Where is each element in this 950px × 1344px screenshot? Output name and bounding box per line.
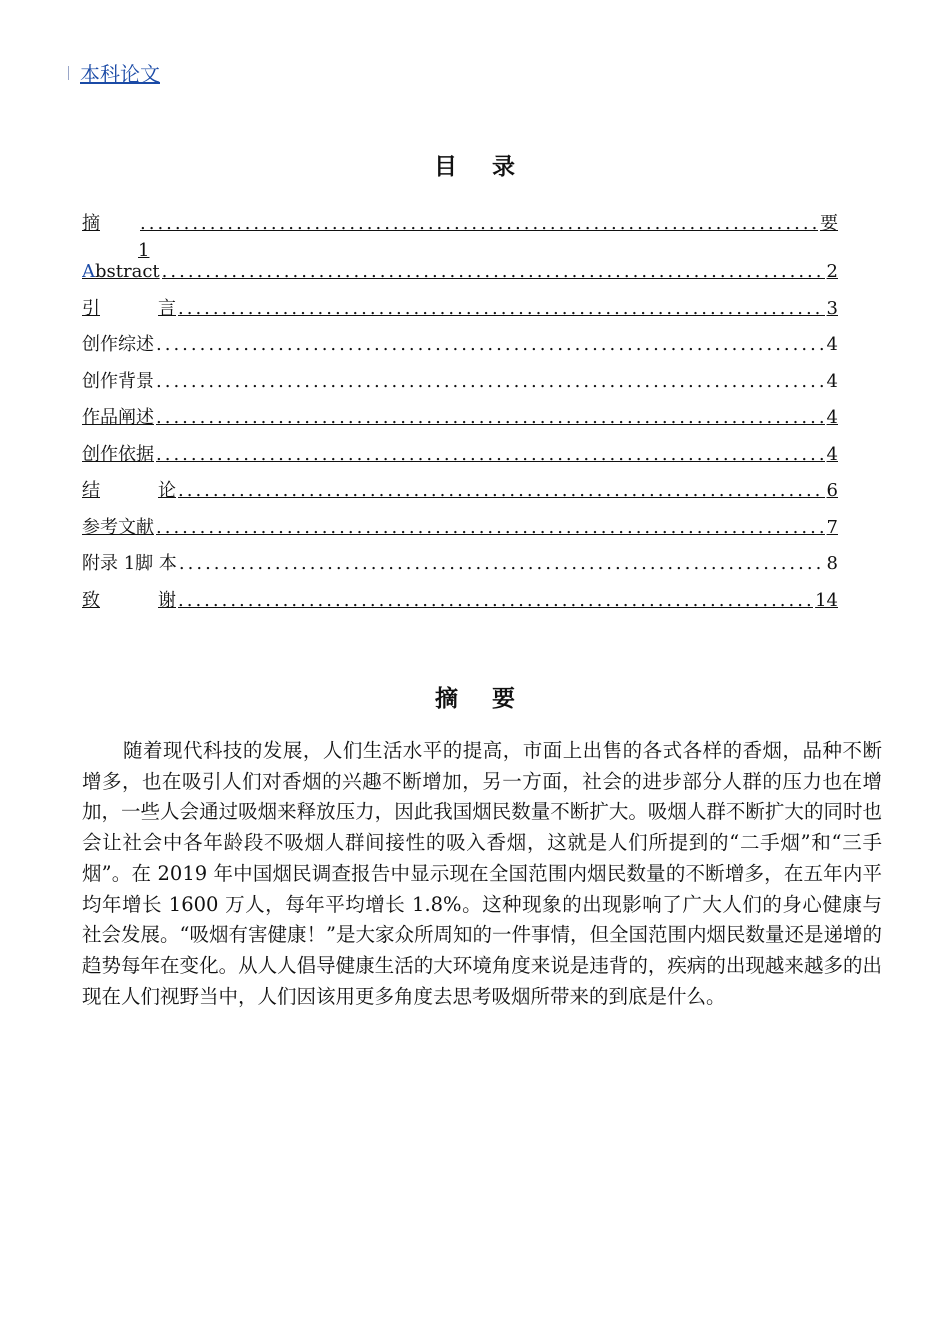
summary-title bbox=[0, 680, 950, 713]
toc-entry-page: 14 bbox=[815, 589, 838, 611]
summary-title-char: 要 bbox=[492, 686, 515, 712]
header-link[interactable]: 本科论文 bbox=[80, 62, 160, 86]
toc-leader-dots bbox=[178, 589, 813, 613]
toc-title-char: 录 bbox=[492, 154, 516, 180]
toc-entry-label: 摘 bbox=[82, 213, 100, 234]
toc-entry-label: 致 谢 bbox=[82, 589, 176, 611]
toc-entry-background[interactable] bbox=[82, 370, 838, 407]
toc-entry-page: 4 bbox=[826, 370, 838, 392]
toc-entry-page: 3 bbox=[826, 297, 838, 319]
toc-entry-label: 创作背景 bbox=[82, 370, 154, 392]
toc-entry-page: 4 bbox=[826, 334, 838, 355]
summary-title-char: 摘 bbox=[435, 686, 458, 712]
toc-entry-label: 作品阐述 bbox=[82, 407, 154, 428]
toc-entry-label: 创作依据 bbox=[82, 443, 154, 465]
toc-entry-abstract[interactable] bbox=[82, 260, 838, 297]
toc-entry-label: 附录 1脚 本 bbox=[82, 553, 177, 574]
toc-title-char: 目 bbox=[434, 154, 458, 180]
toc-entry-page: 1 bbox=[138, 240, 150, 260]
toc-entry-page: 2 bbox=[826, 261, 838, 282]
toc-leader-dots bbox=[156, 370, 825, 394]
toc-entry-page: 7 bbox=[826, 516, 838, 538]
header-divider bbox=[68, 66, 69, 80]
toc-entry-label: 创作综述 bbox=[82, 334, 154, 355]
toc-leader-dots bbox=[156, 516, 825, 540]
toc-entry-page: 8 bbox=[826, 553, 838, 574]
toc-entry-label-end: 要 bbox=[820, 213, 838, 234]
toc-entry-label: 参考文献 bbox=[82, 516, 154, 538]
toc-entry-page: 4 bbox=[826, 443, 838, 465]
toc-entry-abstract-cn[interactable] bbox=[82, 212, 838, 260]
toc-entry-references[interactable] bbox=[82, 516, 838, 553]
toc-leader-dots bbox=[156, 406, 825, 430]
toc-entry-label: 引 言 bbox=[82, 297, 176, 319]
toc-leader-dots bbox=[140, 212, 818, 236]
toc-entry-work-description[interactable] bbox=[82, 406, 838, 443]
toc-entry-introduction[interactable] bbox=[82, 297, 838, 334]
toc-leader-dots bbox=[178, 297, 825, 321]
toc-entry-page: 4 bbox=[826, 407, 838, 428]
toc-entry-conclusion[interactable] bbox=[82, 479, 838, 516]
toc-entry-overview[interactable] bbox=[82, 333, 838, 370]
toc-leader-dots bbox=[156, 333, 825, 357]
toc-entry-page: 6 bbox=[826, 480, 838, 501]
toc-leader-dots bbox=[156, 443, 825, 467]
toc-entry-basis[interactable] bbox=[82, 443, 838, 480]
table-of-contents bbox=[82, 212, 838, 625]
toc-leader-dots bbox=[179, 552, 825, 576]
summary-body bbox=[82, 736, 882, 1012]
summary-paragraph: 随着现代科技的发展，人们生活水平的提高，市面上出售的各式各样的香烟，品种不断增多，也在吸引人们对香烟的兴趣不断增加，另一方面，社会的进步部分人群的压力也在增加，一些人会通过吸烟来释放压力，因此我国烟民数量不断扩大。吸烟人群不断扩大的同时也会让社会中各年龄段不吸烟人群间接性的吸入香烟，这就是人们所提到的“二手烟”和“三手烟”。在 2019 年中国烟民调查报告中显示现在全国范围内烟民数量的不断增多，在五年内平均年增长 1600 万人，每年平均增长 1.8%。这种现象的出现影响了广大人们的身心健康与社会发展。“吸烟有害健康！”是大家众所周知的一件事情，但全国范围内烟民数量还是递增的趋势每年在变化。从人人倡导健康生活的大环境角度来说是违背的，疾病的出现越来越多的出现在人们视野当中，人们因该用更多角度去思考吸烟所带来的到底是什么。 bbox=[82, 739, 882, 1008]
toc-leader-dots bbox=[162, 260, 825, 284]
toc-entry-label: Abstract bbox=[82, 261, 160, 282]
toc-entry-appendix[interactable] bbox=[82, 552, 838, 589]
toc-leader-dots bbox=[178, 479, 825, 503]
toc-title bbox=[0, 148, 950, 181]
toc-entry-acknowledgements[interactable] bbox=[82, 589, 838, 626]
toc-entry-label: 结 论 bbox=[82, 480, 176, 501]
